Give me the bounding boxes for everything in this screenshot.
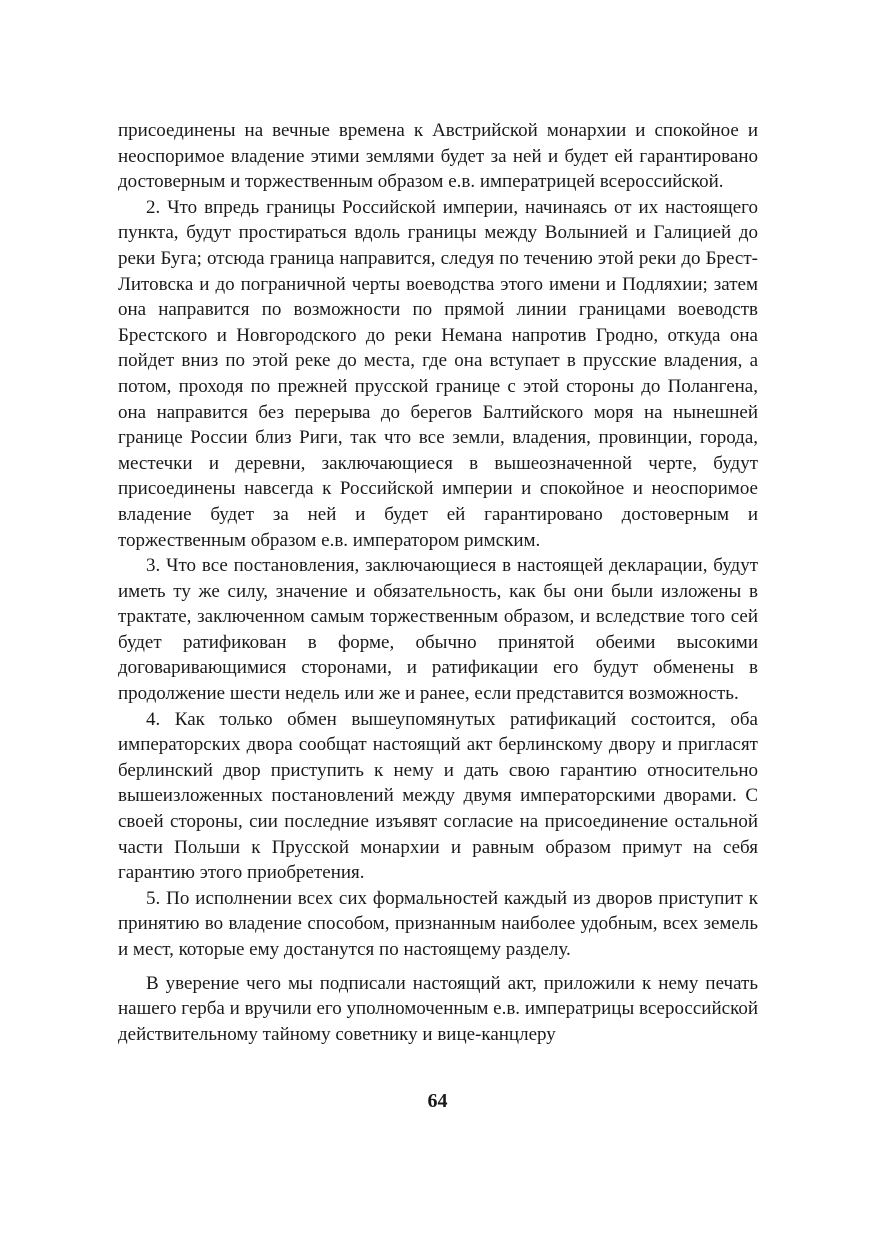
paragraph-article-2: 2. Что впредь границы Российской империи, начинаясь от их настоящего пункта, будут простираться вдоль границы между Волынией и Галицией до реки Буга; отсюда граница направится, следуя по течению этой реки до Брест-Литовска и до пограничной черты воеводства этого имени и Подляхии; затем она направится по возможности по прямой линии границами воеводств Брестского и Новгородского до реки Немана напротив Гродно, откуда она пойдет вниз по этой реке до места, где она вступает в прусские владения, а потом, проходя по прежней прусской границе с этой стороны до Полангена, она направится без перерыва до берегов Балтийского моря на нынешней границе России близ Риги, так что все земли, владения, провинции, города, местечки и деревни, заключающиеся в вышеозначенной черте, будут присоединены навсегда к Российской империи и спокойное и неоспоримое владение будет за ней и будет ей гарантировано достоверным и торжественным образом е.в. императором римским. bbox=[118, 196, 758, 551]
paragraph-article-5: 5. По исполнении всех сих формальностей каждый из дворов приступит к принятию во владение способом, признанным наиболее удобным, всех земель и мест, которые ему достанутся по настоящему разделу. bbox=[118, 887, 758, 960]
page-body bbox=[118, 118, 758, 1047]
page-number: 64 bbox=[427, 1090, 448, 1112]
paragraph-closing: В уверение чего мы подписали настоящий акт, приложили к нему печать нашего герба и вручили его уполномоченным е.в. императрицы всероссийской действительному тайному советнику и вице-канцлеру bbox=[118, 972, 758, 1045]
paragraph-article-3: 3. Что все постановления, заключающиеся в настоящей декларации, будут иметь ту же силу, значение и обязательность, как бы они были изложены в трактате, заключенном самым торжественным образом, и вследствие того сей будет ратификован в форме, обычно принятой обеими высокими договаривающимися сторонами, и ратификации его будут обменены в продолжение шести недель или же и ранее, если представится возможность. bbox=[118, 555, 758, 705]
paragraph-article-4: 4. Как только обмен вышеупомянутых ратификаций состоится, оба императорских двора сообщат настоящий акт берлинскому двору и пригласят берлинский двор приступить к нему и дать свою гарантию относительно вышеизложенных постановлений между двумя императорскими дворами. С своей стороны, сии последние изъявят согласие на присоединение остальной части Польши к Прусской монархии и равным образом примут на себя гарантию этого приобретения. bbox=[118, 708, 758, 884]
paragraph-continuation: присоединены на вечные времена к Австрийской монархии и спокойное и неоспоримое владение этими землями будет за ней и будет ей гарантировано достоверным и торжественным образом е.в. императрицей всероссийской. bbox=[118, 120, 758, 193]
